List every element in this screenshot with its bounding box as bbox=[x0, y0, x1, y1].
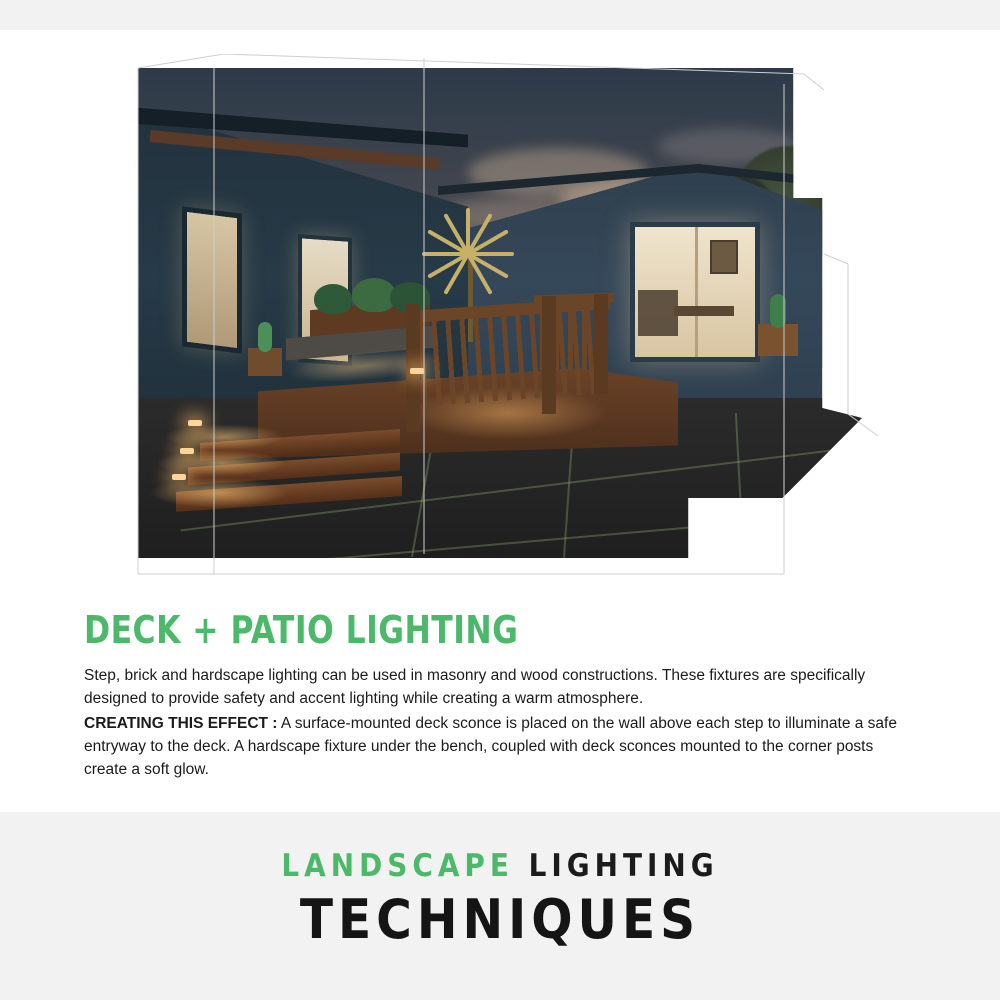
page-title: DECK + PATIO LIGHTING bbox=[84, 608, 519, 652]
effect-label: CREATING THIS EFFECT : bbox=[84, 715, 278, 732]
interior-chair bbox=[638, 290, 678, 336]
illustration bbox=[138, 68, 862, 568]
interior-table bbox=[674, 306, 734, 316]
cactus bbox=[770, 294, 786, 328]
step-light-glow bbox=[148, 478, 288, 508]
intro-paragraph: Step, brick and hardscape lighting can be used in masonry and wood constructions. These fixtures are specifically designed to provide safety and accent lighting while creating a warm atmosphere. bbox=[84, 667, 866, 707]
scene-render bbox=[138, 68, 862, 568]
footer-landscape-word: LANDSCAPE bbox=[281, 848, 514, 884]
effect-body: A surface-mounted deck sconce is placed on the wall above each step to illuminate a safe entryway to the deck. A hardscape fixture under the bench, coupled with deck sconces mounted to the corner posts create a soft glow. bbox=[84, 715, 897, 778]
deck-sconce-fixture bbox=[172, 474, 186, 480]
palm-plant bbox=[426, 198, 516, 308]
deck-sconce-fixture bbox=[180, 448, 194, 454]
footer-lighting-word: LIGHTING bbox=[528, 848, 719, 884]
corner-post bbox=[542, 296, 556, 414]
footer-title-line2: TECHNIQUES bbox=[299, 888, 701, 951]
cactus bbox=[258, 322, 272, 352]
step-light-glow bbox=[164, 424, 284, 450]
footer-title-line1 bbox=[0, 848, 1000, 884]
step-light-glow bbox=[156, 450, 286, 476]
effect-paragraph bbox=[84, 712, 912, 781]
deck-sconce-fixture bbox=[410, 368, 424, 374]
corner-post bbox=[594, 294, 608, 394]
potted-plant bbox=[248, 348, 282, 376]
potted-plant bbox=[758, 324, 798, 356]
interior-artwork bbox=[710, 240, 738, 274]
shrub bbox=[314, 284, 352, 314]
deck-sconce-fixture bbox=[188, 420, 202, 426]
window-left bbox=[182, 206, 242, 353]
